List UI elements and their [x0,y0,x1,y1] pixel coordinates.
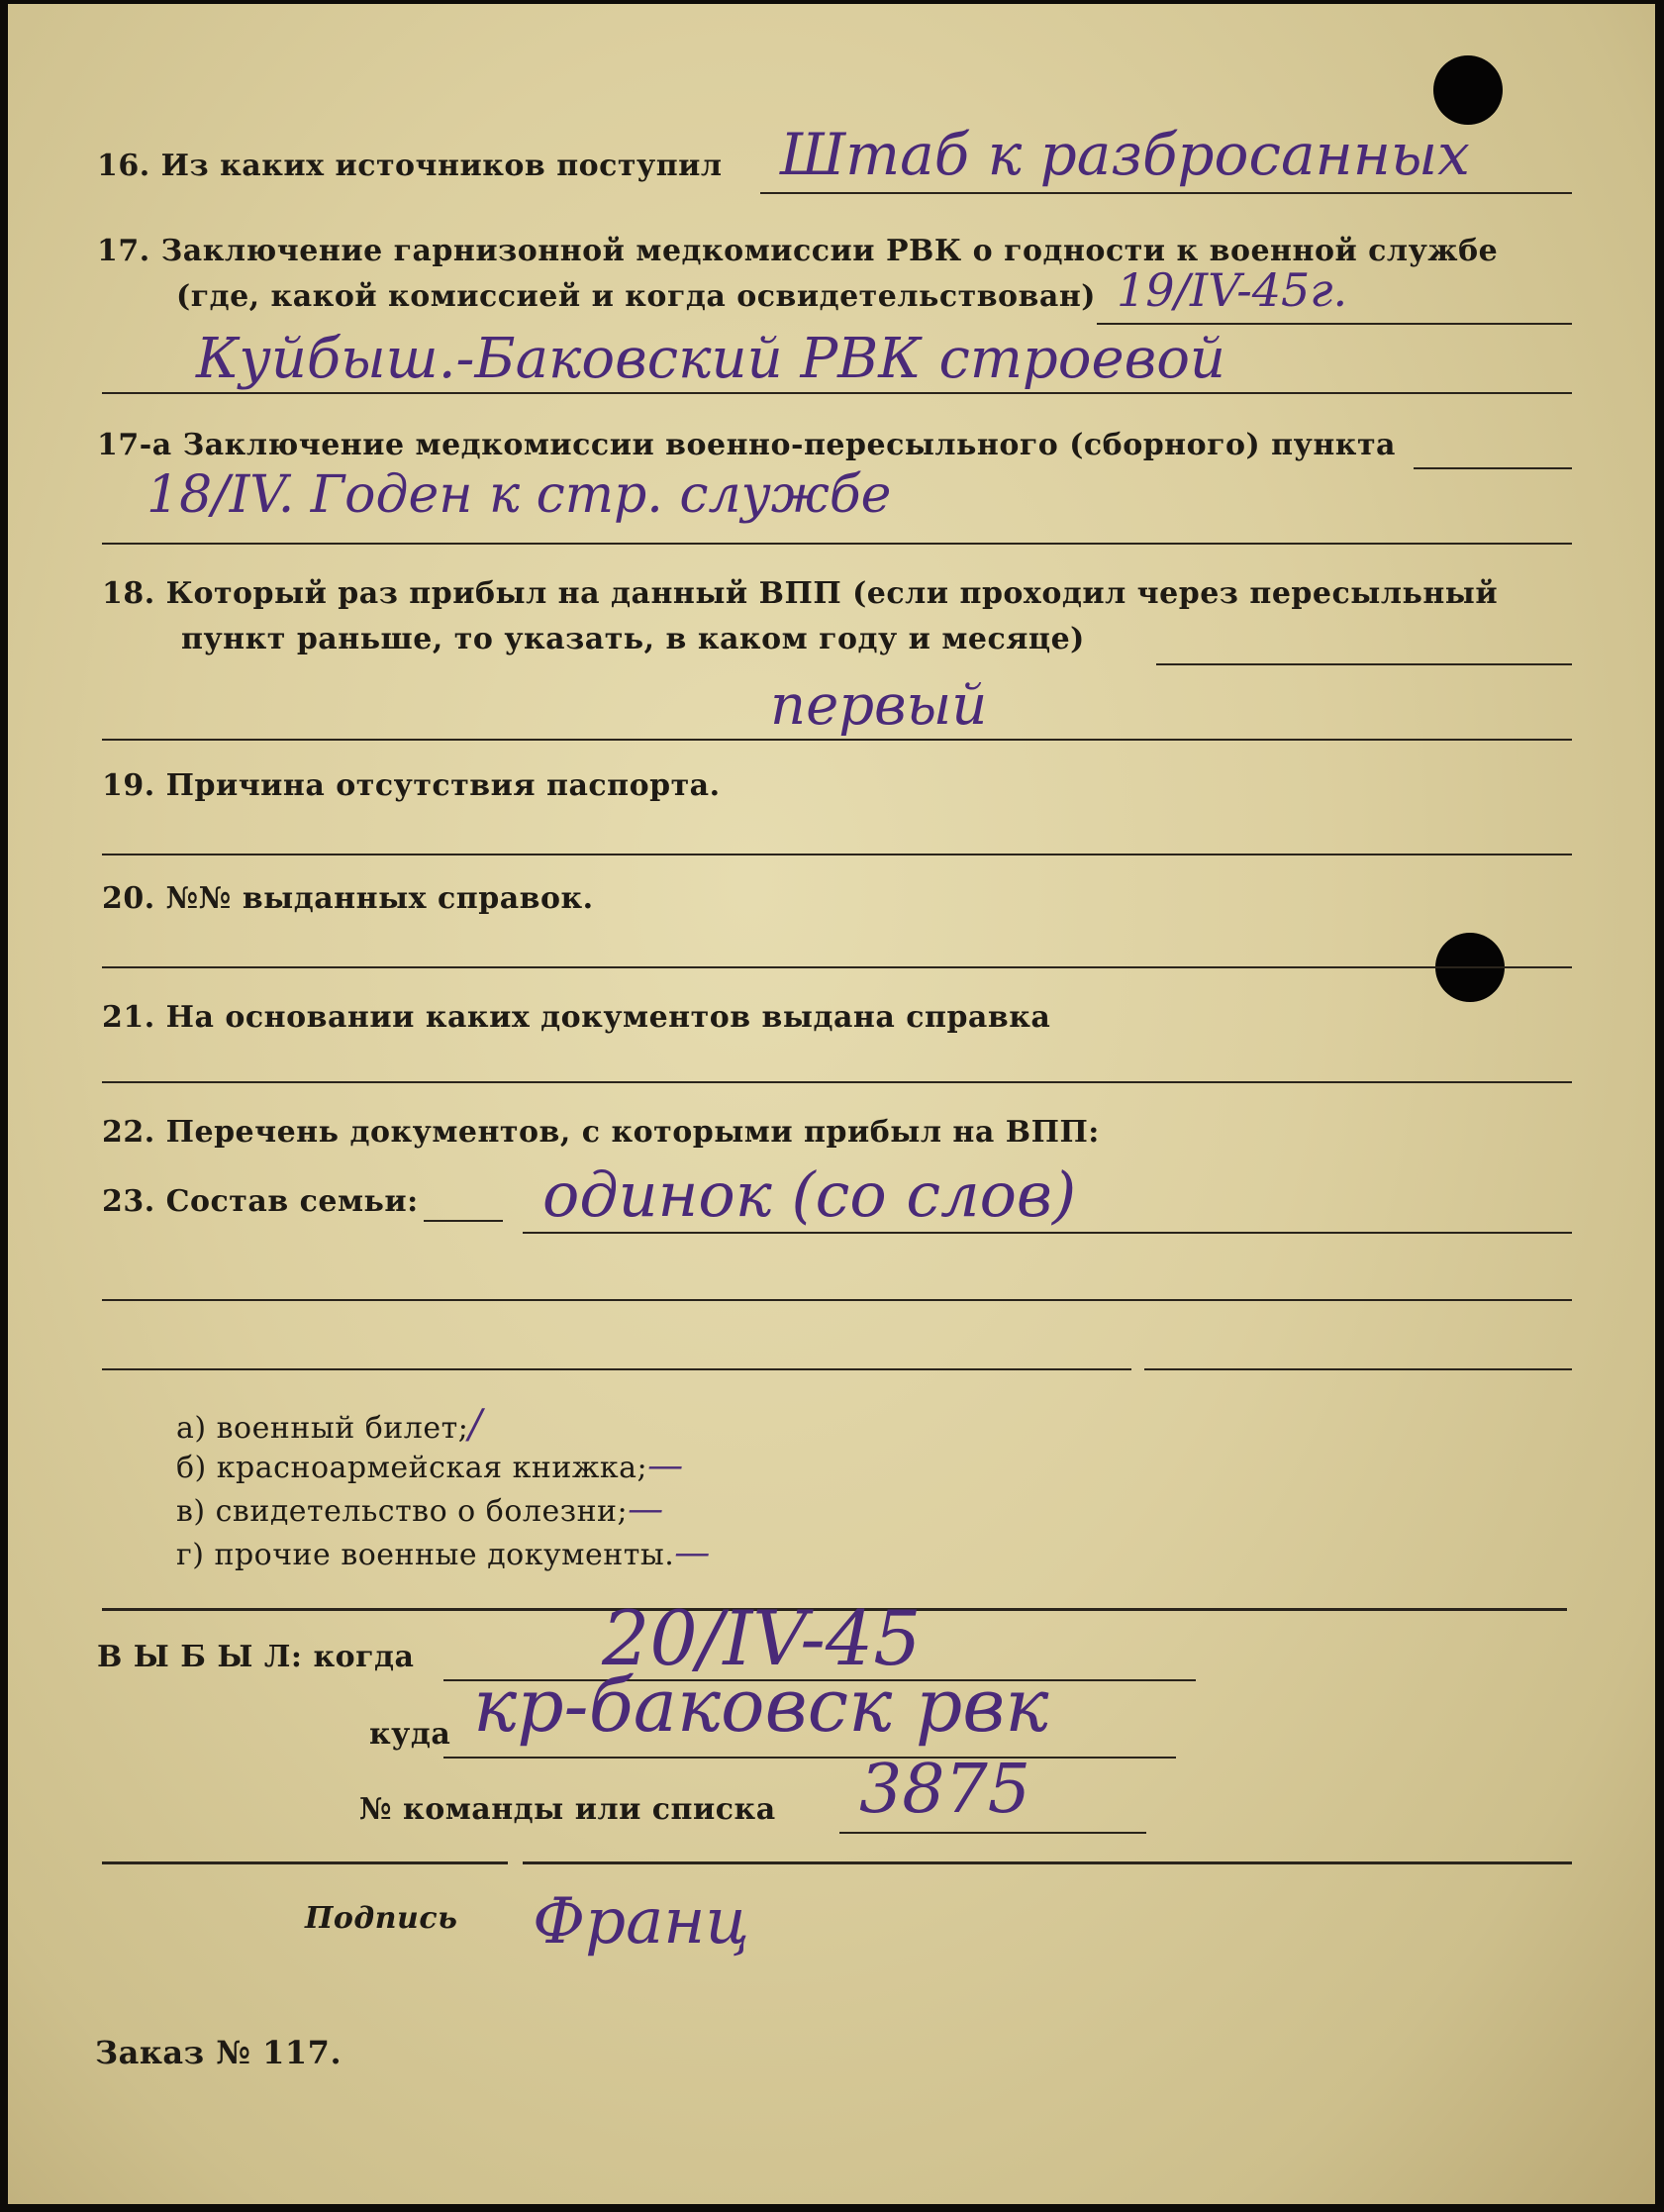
item-18-line2 [102,739,1572,741]
item-23-line2 [102,1299,1572,1301]
item-17a-line1 [1414,467,1572,469]
departed-when-value: 20/IV-45 [602,1594,922,1682]
departed-where-line [443,1757,1176,1759]
departed-where-label: куда [369,1717,451,1752]
item-17-date: 19/IV-45г. [1117,263,1348,317]
item-23-line1 [523,1232,1572,1234]
item-16-value: Штаб к разбросанных [780,121,1470,188]
order-number: Заказ № 117. [95,2034,343,2071]
item-21-line [102,1081,1572,1083]
punch-hole-top [1433,55,1503,125]
item-23-line3a [102,1368,1131,1370]
item-16-line [760,192,1572,194]
departed-heading: В Ы Б Ы Л: когда [97,1640,415,1674]
signature-label: Подпись [305,1901,458,1936]
item-20-label: 20. №№ выданных справок. [102,881,594,916]
item-23-value: одинок (со слов) [542,1158,1077,1231]
doc-illness-certificate: в) свидетельство о болезни;— [176,1489,664,1530]
item-18-line1 [1156,663,1572,665]
form-sheet [8,4,1655,2204]
departed-team-label: № команды или списка [359,1792,776,1827]
item-17a-line2 [102,543,1572,545]
departed-team-line [839,1832,1146,1834]
item-23-line-short [424,1220,503,1222]
item-23-line3b [1144,1368,1572,1370]
item-19-line [102,854,1572,855]
item-18-value: первый [770,673,988,738]
signature-value: Франц [533,1885,750,1959]
item-17-label2: (где, какой комиссией и когда освидетельствован) [176,279,1096,314]
item-18-label: 18. Который раз прибыл на данный ВПП (если проходил через пересыльный [102,576,1499,611]
signature-line-left [102,1861,508,1864]
item-18-label2: пункт раньше, то указать, в каком году и месяце) [181,622,1085,656]
doc-red-army-book: б) красноармейская книжка;— [176,1446,684,1486]
doc-military-id: а) военный билет;/ [176,1402,483,1448]
item-17-label: 17. Заключение гарнизонной медкомиссии РВК о годности к военной службе [97,234,1499,268]
item-23-label: 23. Состав семьи: [102,1184,419,1219]
item-17-commission: Куйбыш.-Баковский РВК строевой [196,327,1225,391]
item-22-label: 22. Перечень документов, с которыми прибыл на ВПП: [102,1115,1100,1150]
item-17a-label: 17-а Заключение медкомиссии военно-пересыльного (сборного) пункта [97,428,1396,462]
departed-where-value: кр-баковск рвк [473,1663,1049,1749]
item-17-line1 [1097,323,1572,325]
item-20-line [102,966,1572,968]
signature-line-right [523,1861,1572,1864]
item-21-label: 21. На основании каких документов выдана справка [102,1000,1051,1035]
item-17-line2 [102,392,1572,394]
doc-other-documents: г) прочие военные документы.— [176,1533,711,1573]
departed-team-value: 3875 [859,1751,1031,1829]
item-19-label: 19. Причина отсутствия паспорта. [102,768,721,803]
item-16-label: 16. Из каких источников поступил [97,149,723,183]
item-17a-value: 18/IV. Годен к стр. службе [147,465,892,525]
